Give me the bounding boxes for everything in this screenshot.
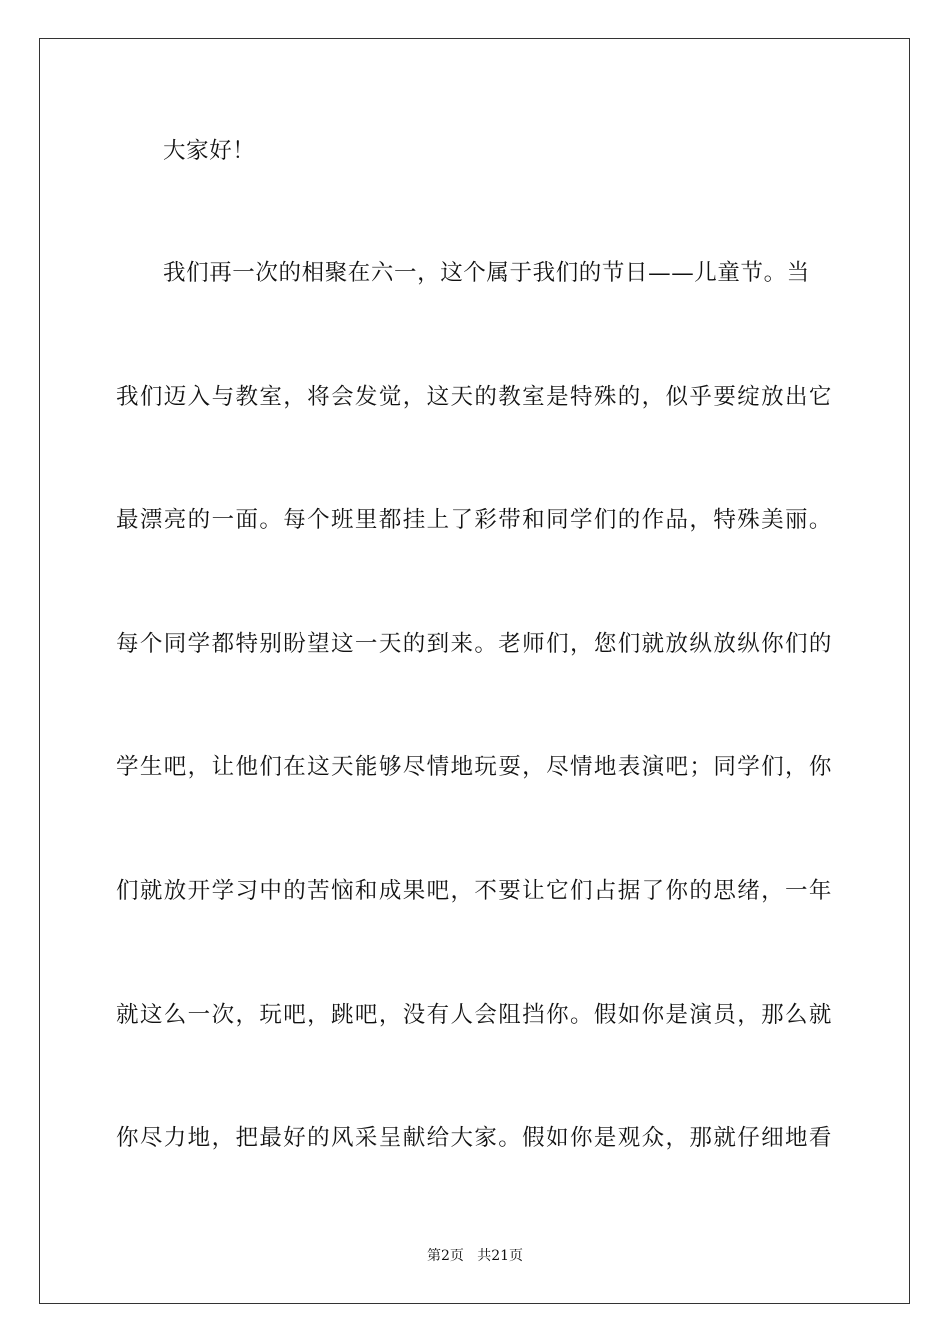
body-line-4: 每个同学都特别盼望这一天的到来。老师们，您们就放纵放纵你们的: [116, 631, 832, 657]
body-line-5: 学生吧，让他们在这天能够尽情地玩耍，尽情地表演吧；同学们，你: [116, 754, 832, 780]
body-line-7: 就这么一次，玩吧，跳吧，没有人会阻挡你。假如你是演员，那么就: [116, 1002, 832, 1028]
body-line-8: 你尽力地，把最好的风采呈献给大家。假如你是观众，那就仔细地看: [116, 1125, 832, 1151]
greeting-line: 大家好！: [163, 138, 256, 164]
body-line-1: 我们再一次的相聚在六一，这个属于我们的节日——儿童节。当: [163, 260, 810, 286]
page-border: [39, 38, 910, 1304]
body-line-3: 最漂亮的一面。每个班里都挂上了彩带和同学们的作品，特殊美丽。: [116, 507, 832, 533]
body-line-6: 们就放开学习中的苦恼和成果吧，不要让它们占据了你的思绪，一年: [116, 878, 832, 904]
body-line-2: 我们迈入与教室，将会发觉，这天的教室是特殊的，似乎要绽放出它: [116, 384, 832, 410]
page-number-footer: 第2页 共21页: [426, 1248, 524, 1264]
